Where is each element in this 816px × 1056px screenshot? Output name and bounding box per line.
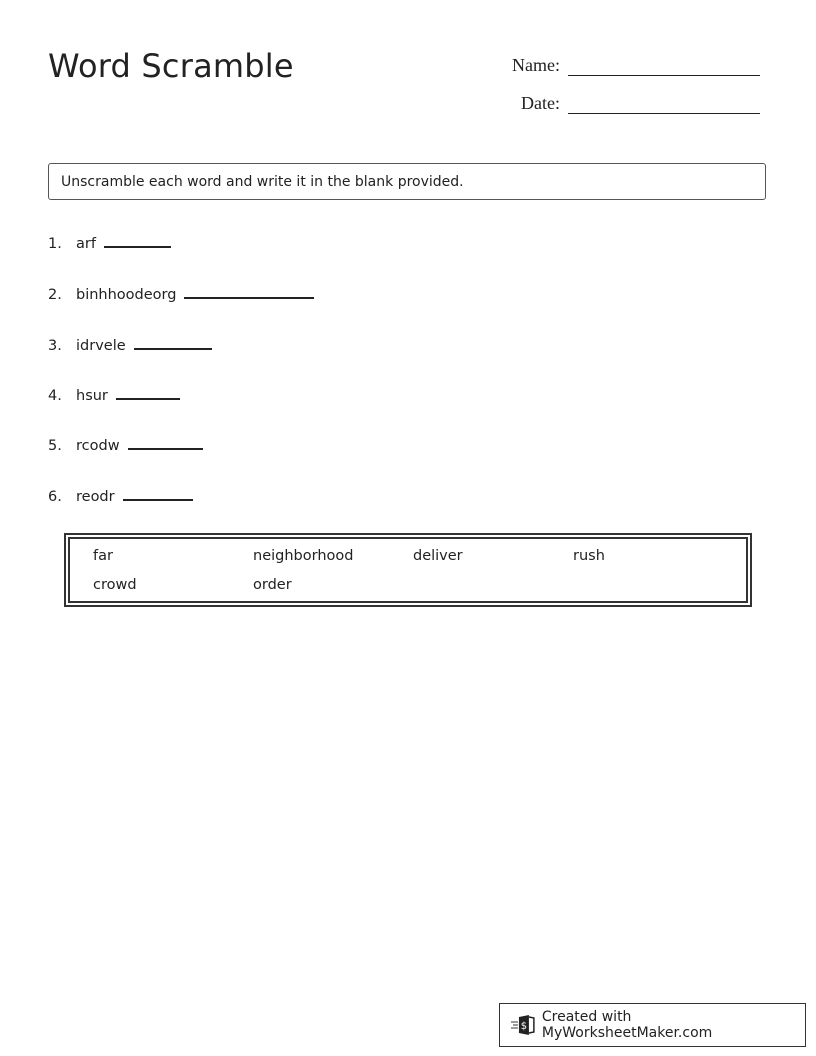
bank-word: crowd <box>93 577 137 593</box>
scrambled-word: binhhoodeorg <box>76 287 177 303</box>
scrambled-word: arf <box>76 236 96 252</box>
bank-word: rush <box>573 548 605 564</box>
answer-blank[interactable] <box>184 283 314 299</box>
question-number: 3. <box>48 338 62 354</box>
name-line[interactable] <box>568 55 760 76</box>
question-number: 1. <box>48 236 62 252</box>
answer-blank[interactable] <box>134 334 212 350</box>
date-line[interactable] <box>568 93 760 114</box>
worksheet-maker-logo-icon <box>510 1014 536 1036</box>
scrambled-word: hsur <box>76 388 108 404</box>
question-number: 2. <box>48 287 62 303</box>
question-item <box>48 485 193 505</box>
footer-badge[interactable] <box>499 1003 806 1047</box>
answer-blank[interactable] <box>128 434 203 450</box>
word-bank <box>64 533 752 607</box>
word-bank-inner <box>68 537 748 603</box>
date-field[interactable] <box>500 93 760 114</box>
name-field[interactable] <box>500 55 760 76</box>
question-number: 5. <box>48 438 62 454</box>
svg-text:$: $ <box>520 1020 528 1032</box>
scrambled-word: rcodw <box>76 438 120 454</box>
scrambled-word: idrvele <box>76 338 126 354</box>
answer-blank[interactable] <box>123 485 193 501</box>
answer-blank[interactable] <box>116 384 180 400</box>
bank-word: far <box>93 548 113 564</box>
question-number: 4. <box>48 388 62 404</box>
name-label: Name: <box>512 55 560 75</box>
page-title: Word Scramble <box>48 47 294 85</box>
question-item <box>48 283 314 303</box>
question-item <box>48 434 203 454</box>
question-item <box>48 232 171 252</box>
footer-text: Created with MyWorksheetMaker.com <box>541 1009 713 1041</box>
answer-blank[interactable] <box>104 232 171 248</box>
question-number: 6. <box>48 489 62 505</box>
instructions-box: Unscramble each word and write it in the blank provided. <box>48 163 766 200</box>
bank-word: neighborhood <box>253 548 354 564</box>
scrambled-word: reodr <box>76 489 115 505</box>
bank-word: deliver <box>413 548 463 564</box>
question-item <box>48 334 212 354</box>
bank-word: order <box>253 577 292 593</box>
date-label: Date: <box>521 93 560 113</box>
question-item <box>48 384 180 404</box>
